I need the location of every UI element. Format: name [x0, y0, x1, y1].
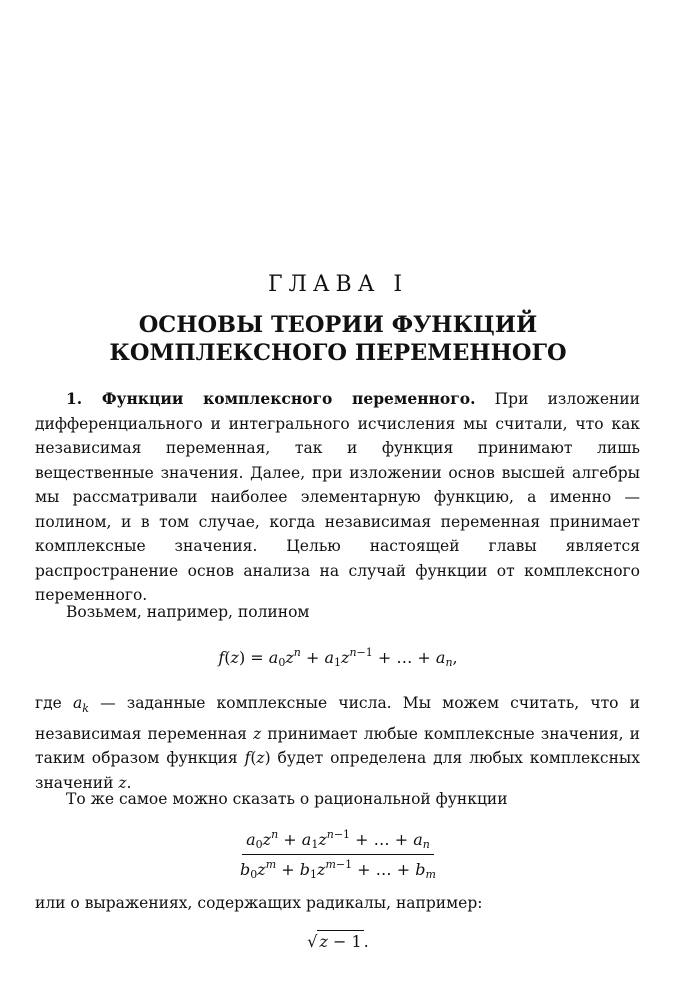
- formula-polynomial: $f(z) = a_0z^n + a_1z^{n-1}$ + … + $a_n$,: [218, 646, 458, 669]
- chapter-label: ГЛАВА I: [267, 272, 409, 297]
- fraction-numerator: $a_0z^n + a_1z^{n-1}$ + … + $a_n$: [242, 828, 434, 855]
- chapter-title-line-1: ОСНОВЫ ТЕОРИИ ФУНКЦИЙ: [138, 312, 538, 338]
- section-heading: 1. Функции комплексного переменного.: [66, 389, 476, 408]
- chapter-title: [0, 311, 676, 367]
- formula-radical: √ z − 1 .: [307, 932, 369, 951]
- formula-rational: [0, 828, 676, 881]
- fraction: [236, 828, 440, 881]
- paragraph-3: где $a_k$ — заданные комплексные числа. Мы можем считать, что и независимая переменная z принимает любые комплексные значения, и таким образом функция f(z) будет определена для любых комплексных значений z.: [35, 694, 640, 792]
- paragraph-1-text: При изложении дифференциального и интегрального исчисления мы считали, что как независимая переменная, так и функция принимают лишь вещественные значения. Далее, при изложении основ высшей алгебры мы рассматривали наиболее элементарную функцию, а именно — полином, и в том случае, когда независимая переменная принимает комплексные значения. Целью настоящей главы является распространение основ анализа на случай функции от комплексного переменного.: [35, 390, 640, 604]
- paragraph-1: [35, 387, 640, 608]
- paragraph-4: То же самое можно сказать о рациональной функции: [66, 790, 508, 808]
- paragraph-5: или о выражениях, содержащих радикалы, например:: [35, 894, 483, 912]
- square-root: √ z − 1: [307, 932, 362, 951]
- paragraph-2: Возьмем, например, полином: [66, 603, 310, 621]
- fraction-denominator: $b_0z^m + b_1z^{m-1}$ + … + $b_m$: [240, 858, 436, 881]
- chapter-title-line-2: КОМПЛЕКСНОГО ПЕРЕМЕННОГО: [109, 340, 567, 366]
